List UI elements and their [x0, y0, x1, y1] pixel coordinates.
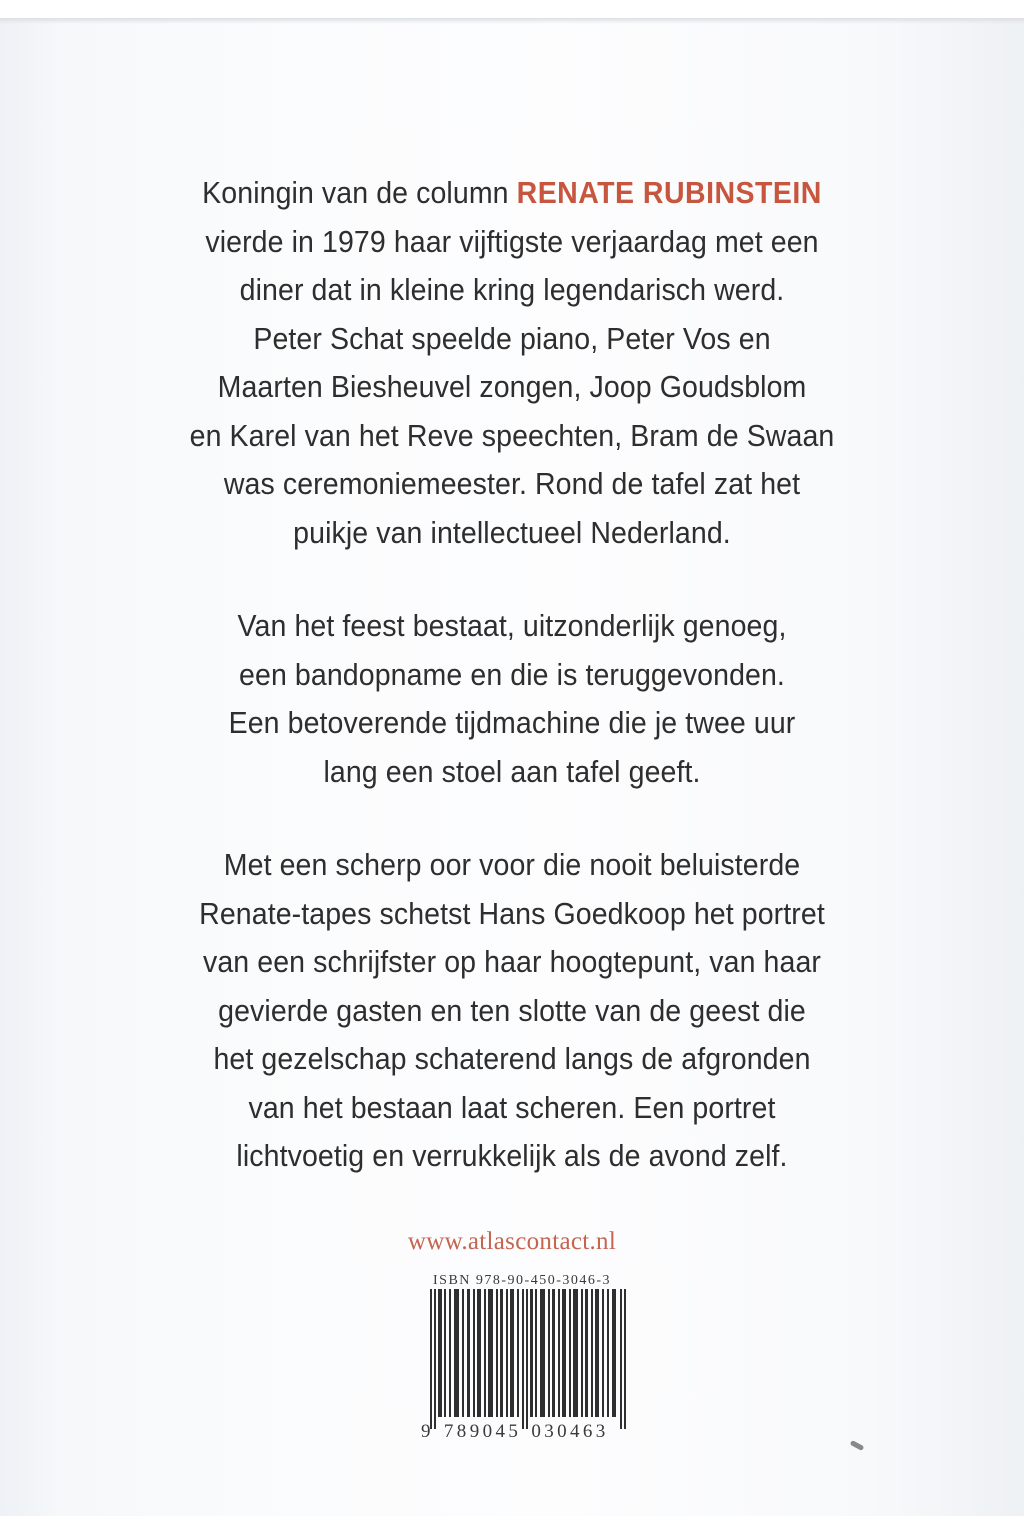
blurb-line: diner dat in kleine kring legendarisch werd. [239, 272, 785, 307]
blurb-line: puikje van intellectueel Nederland. [293, 514, 731, 550]
blurb-line: en Karel van het Reve speechten, Bram de Swaan [189, 417, 835, 453]
barcode-digits [421, 1421, 609, 1443]
blurb-line: Renate-tapes schetst Hans Goedkoop het portret [199, 895, 825, 931]
blurb-line: Met een scherp oor voor die nooit beluisterde [223, 847, 801, 882]
blurb-line: een bandopname en die is teruggevonden. [239, 656, 785, 692]
barcode-digits-left: 789045 [443, 1421, 522, 1442]
blurb-line: lang een stoel aan tafel geeft. [323, 753, 701, 789]
blurb-line: van het bestaan laat scheren. Een portret [248, 1089, 776, 1125]
blurb-line: vierde in 1979 haar vijftigste verjaardag met een [205, 223, 819, 259]
blurb-paragraph-3 [0, 841, 1024, 1181]
scan-smudge-mark [850, 1440, 865, 1451]
barcode-digits-right: 030463 [531, 1421, 609, 1442]
blurb-line: Peter Schat speelde piano, Peter Vos en [253, 320, 771, 356]
author-name-highlight: RENATE RUBINSTEIN [516, 175, 822, 210]
blurb-paragraph-2 [0, 602, 1024, 796]
blurb-line: Maarten Biesheuvel zongen, Joop Goudsblom [217, 369, 807, 404]
isbn-barcode [421, 1273, 645, 1445]
blurb-line [41, 169, 983, 218]
publisher-website: www.atlascontact.nl [407, 1228, 617, 1255]
blurb-line: gevierde gasten en ten slotte van de geest die [218, 992, 806, 1028]
isbn-label: ISBN 978-90-450-3046-3 [433, 1273, 612, 1288]
blurb-line: was ceremoniemeester. Rond de tafel zat het [223, 466, 801, 501]
book-back-cover [0, 18, 1024, 1516]
blurb-line: het gezelschap schaterend langs de afgronden [213, 1041, 811, 1076]
barcode-bars [430, 1289, 630, 1429]
blurb-line: lichtvoetig en verrukkelijk als de avond zelf. [236, 1138, 788, 1173]
blurb-text: Koningin van de column [202, 175, 517, 210]
blurb-line: van een schrijfster op haar hoogtepunt, van haar [202, 944, 822, 979]
blurb-line: Van het feest bestaat, uitzonderlijk genoeg, [237, 608, 787, 643]
blurb-line: Een betoverende tijdmachine die je twee uur [228, 705, 796, 740]
barcode-digit-first: 9 [421, 1421, 434, 1442]
blurb-paragraph-1 [0, 169, 1024, 557]
